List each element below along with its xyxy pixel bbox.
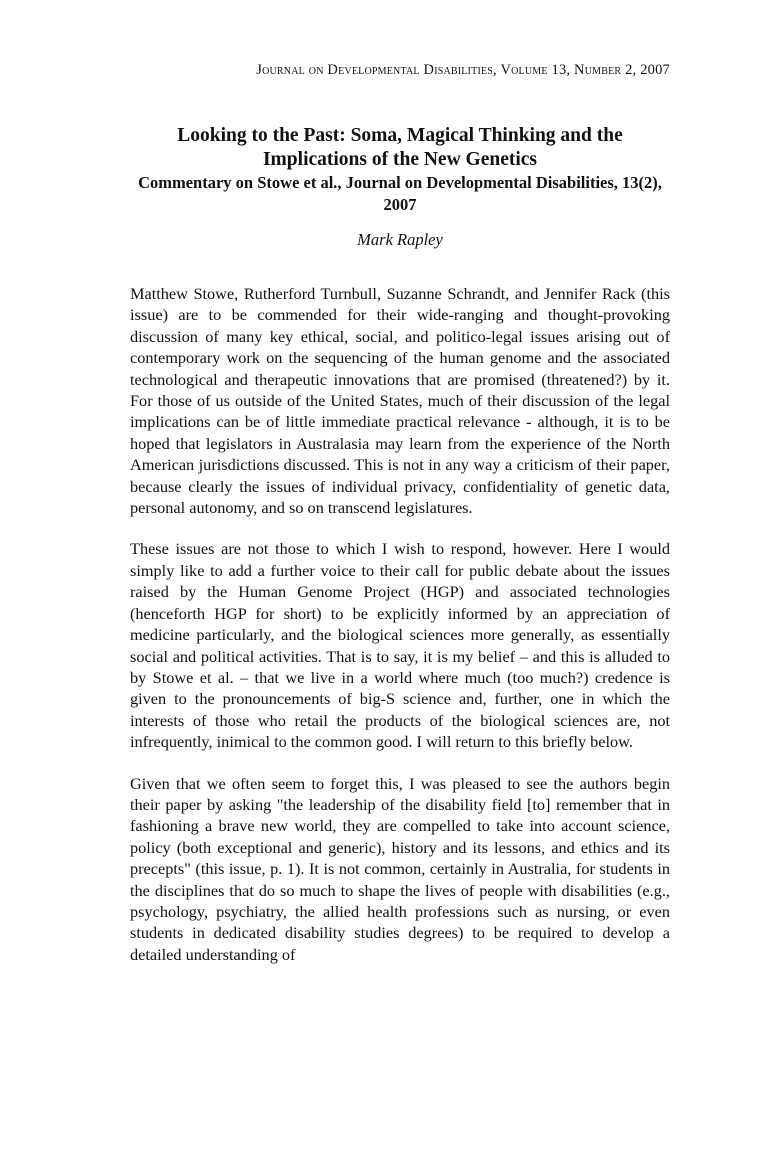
body-paragraph: Matthew Stowe, Rutherford Turnbull, Suzanne Schrandt, and Jennifer Rack (this issue) are to be commended for their wide-ranging and thought-provoking discussion of many key ethical, social, and politico-legal issues arising out of contemporary work on the sequencing of the human genome and the associated technological and therapeutic innovations that are promised (threatened?) by it. For those of us outside of the United States, much of their discussion of the legal implications can be of little immediate practical relevance - although, it is to be hoped that legislators in Australasia may learn from the experience of the North American jurisdictions discussed. This is not in any way a criticism of their paper, because clearly the issues of individual privacy, confidentiality of genetic data, personal autonomy, and so on transcend legislatures. [130, 284, 670, 518]
body-paragraph: These issues are not those to which I wish to respond, however. Here I would simply like to add a further voice to their call for public debate about the issues raised by the Human Genome Project (HGP) and associated technologies (henceforth HGP for short) to be explicitly informed by an appreciation of medicine particularly, and the biological sciences more generally, as essentially social and political activities. That is to say, it is my belief – and this is alluded to by Stowe et al. – that we live in a world where much (too much?) credence is given to the pronouncements of big-S science and, further, one in which the interests of those who retail the products of the biological sciences are, not infrequently, inimical to the common good. I will return to this briefly below. [130, 539, 670, 752]
article-author: Mark Rapley [357, 230, 443, 249]
running-head [130, 62, 670, 79]
body-paragraph: Given that we often seem to forget this, I was pleased to see the authors begin their paper by asking "the leadership of the disability field [to] remember that in fashioning a brave new world, they are compelled to take into account science, policy (both exceptional and generic), history and its lessons, and ethics and its precepts" (this issue, p. 1). It is not common, certainly in Australia, for students in the disciplines that do so much to shape the lives of people with disabilities (e.g., psychology, psychiatry, the allied health professions such as nursing, or even students in dedicated disability studies degrees) to be required to develop a detailed understanding of [130, 773, 670, 964]
article-body [130, 283, 670, 985]
journal-running-head: Journal on Developmental Disabilities, Volume 13, Number 2, 2007 [256, 62, 670, 78]
title-block [130, 124, 670, 216]
article-title: Looking to the Past: Soma, Magical Thinking and the Implications of the New Genetics [177, 125, 623, 170]
article-subtitle: Commentary on Stowe et al., Journal on Developmental Disabilities, 13(2), 2007 [138, 173, 662, 214]
